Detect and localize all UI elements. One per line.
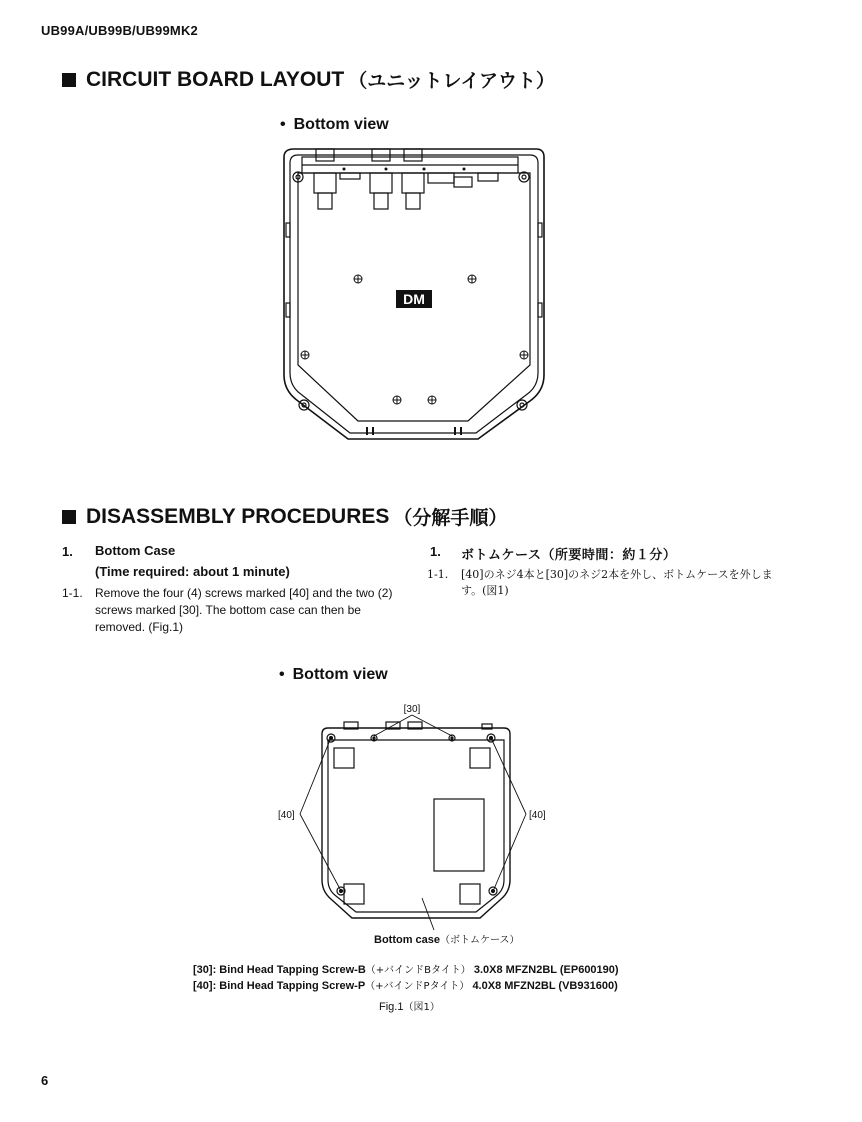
- screw-legend-30: [193, 961, 619, 976]
- screw-id: [30]: [193, 964, 213, 976]
- section-title-jp: （ユニットレイアウト）: [348, 70, 555, 92]
- figure-caption: [379, 998, 440, 1013]
- substep-text-jp: [40]のネジ4本と[30]のネジ2本を外し、ボトムケースを外します。(図1): [461, 568, 773, 597]
- step-time: (Time required: about 1 minute): [95, 564, 290, 579]
- section-title-circuit-board: [62, 66, 555, 93]
- bottom-case-label-jp: （ボトムケース）: [440, 935, 520, 946]
- screw-legend-40: [193, 977, 618, 992]
- step-title-jp: ボトムケース（所要時間：約１分）: [461, 548, 677, 563]
- step-number-jp: 1.: [430, 544, 441, 559]
- screw-name-jp: （+バインドBタイト）: [365, 965, 471, 976]
- substep-text: Remove the four (4) screws marked [40] and the two (2) screws marked [30]. The bottom case can then be removed. (Fig.1): [95, 586, 393, 634]
- bullet-icon: •: [279, 666, 285, 683]
- substep-number-jp: 1-1.: [427, 568, 449, 581]
- section-title-disassembly: [62, 503, 507, 530]
- screw-name: : Bind Head Tapping Screw-B: [212, 964, 366, 976]
- bullet-icon: •: [280, 116, 286, 133]
- screw-spec: 4.0X8 MFZN2BL (VB931600): [472, 980, 618, 992]
- circuit-board-diagram: [278, 143, 550, 445]
- figure-caption-jp: （図1）: [403, 1002, 440, 1013]
- screw-name-jp: （+バインドPタイト）: [365, 981, 470, 992]
- view-label-text: Bottom view: [292, 666, 388, 683]
- screw-id: [40]: [193, 980, 213, 992]
- view-label-fig1: [279, 666, 388, 684]
- section-title-text: CIRCUIT BOARD LAYOUT: [86, 67, 345, 91]
- bottom-case-label: [374, 931, 520, 946]
- pcb-label: DM: [403, 291, 425, 307]
- label-40-right: [40]: [529, 810, 546, 821]
- label-40-left: [40]: [278, 810, 295, 821]
- figure-caption-text: Fig.1: [379, 1001, 404, 1013]
- section-title-text: DISASSEMBLY PROCEDURES: [86, 504, 390, 528]
- screw-spec: 3.0X8 MFZN2BL (EP600190): [473, 964, 619, 976]
- bottom-case-label-text: Bottom case: [374, 934, 441, 946]
- view-label-text: Bottom view: [293, 116, 389, 133]
- screw-name: : Bind Head Tapping Screw-P: [212, 980, 366, 992]
- step-number: 1.: [62, 544, 73, 559]
- page-number: 6: [41, 1073, 49, 1088]
- bottom-case-diagram: [270, 700, 570, 950]
- substep-number: 1-1.: [62, 586, 83, 600]
- square-bullet-icon: [62, 73, 76, 87]
- label-30: [30]: [403, 704, 421, 715]
- step-title-block: [95, 540, 395, 582]
- step-title: Bottom Case: [95, 543, 176, 558]
- model-header: UB99A/UB99B/UB99MK2: [41, 23, 198, 38]
- square-bullet-icon: [62, 510, 76, 524]
- view-label-top: [280, 116, 389, 134]
- section-title-jp: （分解手順）: [393, 507, 508, 529]
